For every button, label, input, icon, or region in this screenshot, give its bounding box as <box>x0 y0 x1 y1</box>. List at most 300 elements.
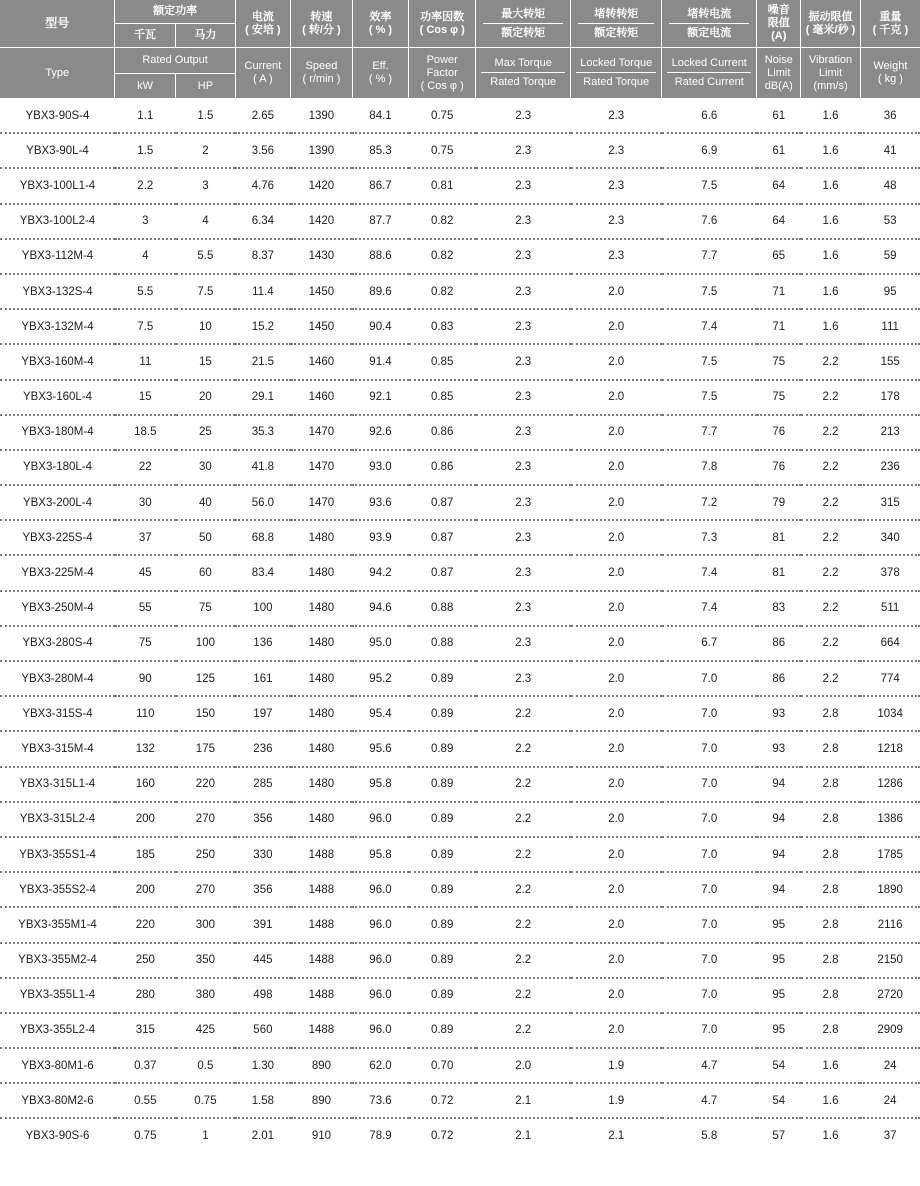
cell-efficiency: 94.2 <box>352 555 408 590</box>
cell-current: 56.0 <box>235 485 290 520</box>
cell-hp: 5.5 <box>176 239 236 274</box>
cell-weight: 2150 <box>860 943 920 978</box>
cell-weight: 1890 <box>860 872 920 907</box>
cell-vibration-limit: 2.2 <box>801 591 861 626</box>
cell-power-factor: 0.89 <box>409 837 476 872</box>
cell-current: 161 <box>235 661 290 696</box>
cell-vibration-limit: 2.2 <box>801 344 861 379</box>
table-row <box>0 802 920 837</box>
cell-efficiency: 96.0 <box>352 872 408 907</box>
table-row <box>0 274 920 309</box>
cell-noise-limit: 94 <box>757 767 801 802</box>
cell-power-factor: 0.86 <box>409 415 476 450</box>
cell-vibration-limit: 2.2 <box>801 485 861 520</box>
cell-type: YBX3-80M1-6 <box>0 1048 115 1083</box>
cell-max-torque-ratio: 2.3 <box>476 520 571 555</box>
cell-efficiency: 90.4 <box>352 309 408 344</box>
cell-type: YBX3-280M-4 <box>0 661 115 696</box>
cell-vibration-limit: 1.6 <box>801 239 861 274</box>
header-kw-en: kW <box>115 74 176 99</box>
table-row <box>0 168 920 203</box>
cell-current: 3.56 <box>235 133 290 168</box>
cell-type: YBX3-160L-4 <box>0 380 115 415</box>
cell-vibration-limit: 2.8 <box>801 978 861 1013</box>
cell-max-torque-ratio: 2.3 <box>476 204 571 239</box>
table-row <box>0 978 920 1013</box>
cell-noise-limit: 94 <box>757 872 801 907</box>
cell-locked-torque-ratio: 2.1 <box>608 1130 625 1143</box>
cell-power-factor: 0.89 <box>409 943 476 978</box>
cell-locked-torque-ratio: 2.0 <box>571 450 662 485</box>
cell-locked-torque-ratio: 2.0 <box>571 978 662 1013</box>
cell-kw: 90 <box>115 661 176 696</box>
table-row <box>0 661 920 696</box>
cell-hp: 1 <box>202 1130 209 1143</box>
cell-speed: 1470 <box>291 485 353 520</box>
cell-current: 391 <box>235 907 290 942</box>
cell-weight: 178 <box>860 380 920 415</box>
cell-locked-current-ratio: 6.6 <box>662 99 757 134</box>
cell-current: 100 <box>235 591 290 626</box>
cell-type: YBX3-132S-4 <box>0 274 115 309</box>
header-weight-cn: 重量 ( 千克 ) <box>860 0 920 48</box>
cell-hp: 220 <box>176 767 236 802</box>
cell-kw: 0.55 <box>115 1083 176 1118</box>
cell-hp: 270 <box>176 872 236 907</box>
cell-current: 356 <box>235 872 290 907</box>
cell-locked-torque-ratio: 1.9 <box>571 1048 662 1083</box>
cell-power-factor: 0.86 <box>409 450 476 485</box>
cell-max-torque-ratio: 2.3 <box>476 626 571 661</box>
table-row <box>0 415 920 450</box>
cell-locked-current-ratio: 7.7 <box>662 415 757 450</box>
table-row <box>0 1048 920 1083</box>
cell-weight: 53 <box>860 204 920 239</box>
header-rated-output-cn: 额定功率 <box>115 0 235 24</box>
cell-locked-torque-ratio: 2.0 <box>571 520 662 555</box>
cell-vibration-limit: 2.2 <box>801 661 861 696</box>
cell-speed: 890 <box>291 1083 353 1118</box>
cell-locked-torque-ratio: 1.9 <box>571 1083 662 1118</box>
cell-locked-current-ratio: 7.0 <box>662 661 757 696</box>
cell-vibration-limit: 2.2 <box>801 380 861 415</box>
cell-locked-torque-ratio: 2.0 <box>571 802 662 837</box>
cell-kw: 200 <box>115 872 176 907</box>
cell-efficiency: 96.0 <box>352 1013 408 1048</box>
cell-locked-current-ratio: 7.7 <box>662 239 757 274</box>
cell-locked-torque-ratio: 2.0 <box>571 1013 662 1048</box>
cell-noise-limit: 81 <box>757 520 801 555</box>
cell-kw: 250 <box>115 943 176 978</box>
cell-kw: 45 <box>115 555 176 590</box>
cell-efficiency: 95.8 <box>352 767 408 802</box>
cell-max-torque-ratio: 2.2 <box>476 907 571 942</box>
cell-weight: 1785 <box>860 837 920 872</box>
cell-speed: 1488 <box>291 978 353 1013</box>
cell-power-factor: 0.87 <box>409 520 476 555</box>
table-row <box>0 731 920 766</box>
cell-locked-torque-ratio: 2.3 <box>571 204 662 239</box>
table-header <box>0 0 920 99</box>
cell-hp: 3 <box>176 168 236 203</box>
cell-power-factor: 0.87 <box>409 555 476 590</box>
header-hp-en: HP <box>176 74 236 99</box>
cell-locked-current-ratio: 4.7 <box>662 1083 757 1118</box>
table-row <box>0 696 920 731</box>
cell-locked-torque-ratio: 2.0 <box>571 344 662 379</box>
cell-power-factor: 0.89 <box>409 802 476 837</box>
cell-locked-current-ratio: 7.4 <box>662 591 757 626</box>
cell-max-torque-ratio: 2.1 <box>476 1083 571 1118</box>
table-row <box>0 1013 920 1048</box>
cell-efficiency: 95.8 <box>352 837 408 872</box>
cell-locked-current-ratio: 7.0 <box>662 1013 757 1048</box>
header-hp-cn: 马力 <box>176 24 236 48</box>
cell-noise-limit: 57 <box>772 1130 786 1143</box>
cell-kw: 1.1 <box>115 99 176 134</box>
cell-type: YBX3-280S-4 <box>0 626 115 661</box>
header-speed-cn: 转速 ( 转/分 ) <box>291 0 353 48</box>
cell-speed: 1390 <box>291 99 353 134</box>
header-lockedtorque-en: Locked Torque Rated Torque <box>571 48 662 99</box>
cell-max-torque-ratio: 2.2 <box>476 802 571 837</box>
cell-hp: 7.5 <box>176 274 236 309</box>
cell-noise-limit: 76 <box>757 415 801 450</box>
header-current-cn: 电流 ( 安培 ) <box>235 0 290 48</box>
cell-efficiency: 95.6 <box>352 731 408 766</box>
cell-weight: 41 <box>860 133 920 168</box>
cell-current: 2.01 <box>251 1130 275 1143</box>
cell-max-torque-ratio: 2.3 <box>476 555 571 590</box>
cell-efficiency: 93.6 <box>352 485 408 520</box>
cell-current: 356 <box>235 802 290 837</box>
cell-efficiency: 88.6 <box>352 239 408 274</box>
cell-locked-current-ratio: 7.4 <box>662 309 757 344</box>
cell-max-torque-ratio: 2.2 <box>476 943 571 978</box>
cell-power-factor: 0.89 <box>409 978 476 1013</box>
cell-kw: 18.5 <box>115 415 176 450</box>
table-row <box>0 767 920 802</box>
cell-hp: 350 <box>176 943 236 978</box>
table-row <box>0 485 920 520</box>
cell-hp: 20 <box>176 380 236 415</box>
cell-max-torque-ratio: 2.2 <box>476 696 571 731</box>
cell-max-torque-ratio: 2.1 <box>515 1130 532 1143</box>
cell-vibration-limit: 1.6 <box>801 168 861 203</box>
cell-efficiency: 86.7 <box>352 168 408 203</box>
cell-max-torque-ratio: 2.2 <box>476 767 571 802</box>
cell-locked-torque-ratio: 2.0 <box>571 661 662 696</box>
cell-speed: 1450 <box>291 309 353 344</box>
cell-power-factor: 0.89 <box>409 731 476 766</box>
cell-efficiency: 89.6 <box>352 274 408 309</box>
cell-noise-limit: 71 <box>757 309 801 344</box>
cell-locked-torque-ratio: 2.0 <box>571 872 662 907</box>
cell-hp: 1.5 <box>176 99 236 134</box>
cell-noise-limit: 54 <box>757 1083 801 1118</box>
cell-power-factor: 0.81 <box>409 168 476 203</box>
cell-vibration-limit: 1.6 <box>801 1048 861 1083</box>
cell-efficiency: 62.0 <box>352 1048 408 1083</box>
cell-power-factor: 0.89 <box>409 872 476 907</box>
cell-efficiency: 92.6 <box>352 415 408 450</box>
cell-locked-torque-ratio: 2.3 <box>571 99 662 134</box>
cell-hp: 175 <box>176 731 236 766</box>
cell-vibration-limit: 2.8 <box>801 872 861 907</box>
cell-weight: 36 <box>860 99 920 134</box>
cell-weight: 111 <box>860 309 920 344</box>
cell-current: 498 <box>235 978 290 1013</box>
cell-current: 15.2 <box>235 309 290 344</box>
cell-speed: 1450 <box>291 274 353 309</box>
cell-current: 2.65 <box>235 99 290 134</box>
cell-power-factor: 0.70 <box>409 1048 476 1083</box>
cell-efficiency: 91.4 <box>352 344 408 379</box>
cell-power-factor: 0.72 <box>409 1083 476 1118</box>
cell-power-factor: 0.82 <box>409 274 476 309</box>
cell-efficiency: 84.1 <box>352 99 408 134</box>
table-body <box>0 99 920 1153</box>
cell-vibration-limit: 2.8 <box>801 1013 861 1048</box>
cell-locked-current-ratio: 7.0 <box>662 767 757 802</box>
cell-efficiency: 92.1 <box>352 380 408 415</box>
cell-noise-limit: 95 <box>757 978 801 1013</box>
cell-kw: 0.75 <box>134 1130 157 1143</box>
cell-type: YBX3-180L-4 <box>0 450 115 485</box>
cell-speed: 1488 <box>291 872 353 907</box>
cell-noise-limit: 75 <box>757 380 801 415</box>
cell-type: YBX3-315S-4 <box>0 696 115 731</box>
cell-current: 6.34 <box>235 204 290 239</box>
cell-type: YBX3-355S2-4 <box>0 872 115 907</box>
cell-power-factor: 0.83 <box>409 309 476 344</box>
table-row <box>0 591 920 626</box>
header-lockedcurrent-en: Locked Current Rated Current <box>662 48 757 99</box>
header-speed-en: Speed ( r/min ) <box>291 48 353 99</box>
cell-weight: 95 <box>860 274 920 309</box>
cell-kw: 110 <box>115 696 176 731</box>
cell-weight: 24 <box>860 1048 920 1083</box>
cell-noise-limit: 86 <box>757 661 801 696</box>
cell-locked-torque-ratio: 2.0 <box>571 485 662 520</box>
cell-speed: 1480 <box>291 555 353 590</box>
header-vibration-en: Vibration Limit (mm/s) <box>801 48 861 99</box>
cell-type: YBX3-90S-4 <box>0 99 115 134</box>
cell-power-factor: 0.88 <box>409 591 476 626</box>
cell-speed: 1480 <box>291 626 353 661</box>
cell-hp: 425 <box>176 1013 236 1048</box>
cell-noise-limit: 94 <box>757 837 801 872</box>
cell-locked-current-ratio: 7.2 <box>662 485 757 520</box>
cell-max-torque-ratio: 2.3 <box>476 168 571 203</box>
header-noise-cn: 噪音 限值 (A) <box>757 0 801 48</box>
cell-efficiency: 93.9 <box>352 520 408 555</box>
table-row <box>0 626 920 661</box>
cell-hp: 125 <box>176 661 236 696</box>
cell-noise-limit: 93 <box>757 696 801 731</box>
cell-speed: 1470 <box>291 415 353 450</box>
cell-vibration-limit: 2.8 <box>801 802 861 837</box>
cell-max-torque-ratio: 2.3 <box>476 415 571 450</box>
cell-weight: 2116 <box>860 907 920 942</box>
cell-speed: 1488 <box>291 943 353 978</box>
cell-weight: 48 <box>860 168 920 203</box>
cell-speed: 1420 <box>291 168 353 203</box>
cell-current: 41.8 <box>235 450 290 485</box>
cell-speed: 1480 <box>291 591 353 626</box>
cell-type: YBX3-355L2-4 <box>0 1013 115 1048</box>
cell-locked-current-ratio: 7.5 <box>662 380 757 415</box>
cell-type: YBX3-225M-4 <box>0 555 115 590</box>
cell-power-factor: 0.75 <box>409 99 476 134</box>
cell-kw: 132 <box>115 731 176 766</box>
cell-weight: 774 <box>860 661 920 696</box>
cell-noise-limit: 95 <box>757 907 801 942</box>
cell-noise-limit: 54 <box>757 1048 801 1083</box>
cell-speed: 1480 <box>291 731 353 766</box>
cell-locked-current-ratio: 7.5 <box>662 168 757 203</box>
cell-type: YBX3-160M-4 <box>0 344 115 379</box>
cell-max-torque-ratio: 2.3 <box>476 344 571 379</box>
cell-locked-current-ratio: 7.5 <box>662 344 757 379</box>
cell-vibration-limit: 1.6 <box>801 309 861 344</box>
cell-noise-limit: 61 <box>757 99 801 134</box>
cell-locked-torque-ratio: 2.0 <box>571 907 662 942</box>
cell-efficiency: 95.4 <box>352 696 408 731</box>
cell-efficiency: 95.2 <box>352 661 408 696</box>
cell-hp: 25 <box>176 415 236 450</box>
cell-vibration-limit: 2.8 <box>801 696 861 731</box>
cell-kw: 75 <box>115 626 176 661</box>
table-row <box>0 555 920 590</box>
cell-vibration-limit: 2.2 <box>801 415 861 450</box>
cell-current: 29.1 <box>235 380 290 415</box>
header-lockedcurrent-cn: 堵转电流 额定电流 <box>662 0 757 48</box>
header-kw-cn: 千瓦 <box>115 24 176 48</box>
table-row <box>0 344 920 379</box>
cell-locked-current-ratio: 7.8 <box>662 450 757 485</box>
cell-speed: 910 <box>311 1130 332 1143</box>
header-noise-en: Noise Limit dB(A) <box>757 48 801 99</box>
header-lockedtorque-cn: 堵转转矩 额定转矩 <box>571 0 662 48</box>
cell-hp: 100 <box>176 626 236 661</box>
header-maxtorque-cn: 最大转矩 额定转矩 <box>476 0 571 48</box>
cell-current: 35.3 <box>235 415 290 450</box>
cell-locked-torque-ratio: 2.0 <box>571 837 662 872</box>
cell-hp: 0.75 <box>176 1083 236 1118</box>
cell-max-torque-ratio: 2.3 <box>476 380 571 415</box>
cell-hp: 50 <box>176 520 236 555</box>
cell-power-factor: 0.88 <box>409 626 476 661</box>
cell-efficiency: 73.6 <box>352 1083 408 1118</box>
cell-hp: 10 <box>176 309 236 344</box>
cell-noise-limit: 71 <box>757 274 801 309</box>
cell-type: YBX3-315L2-4 <box>0 802 115 837</box>
cell-locked-torque-ratio: 2.0 <box>571 731 662 766</box>
cell-locked-current-ratio: 6.7 <box>662 626 757 661</box>
cell-efficiency: 87.7 <box>352 204 408 239</box>
cell-max-torque-ratio: 2.3 <box>476 239 571 274</box>
cell-weight: 2909 <box>860 1013 920 1048</box>
table-row <box>0 943 920 978</box>
cell-type: YBX3-80M2-6 <box>0 1083 115 1118</box>
cell-noise-limit: 93 <box>757 731 801 766</box>
cell-max-torque-ratio: 2.2 <box>476 872 571 907</box>
cell-hp: 60 <box>176 555 236 590</box>
cell-kw: 1.5 <box>115 133 176 168</box>
table-row <box>0 133 920 168</box>
cell-current: 1.58 <box>235 1083 290 1118</box>
table-row <box>0 309 920 344</box>
cell-current: 330 <box>235 837 290 872</box>
cell-kw: 160 <box>115 767 176 802</box>
cell-locked-current-ratio: 7.0 <box>662 872 757 907</box>
cell-locked-current-ratio: 7.3 <box>662 520 757 555</box>
cell-locked-current-ratio: 7.0 <box>662 978 757 1013</box>
cell-noise-limit: 95 <box>757 1013 801 1048</box>
cell-current: 1.30 <box>235 1048 290 1083</box>
cell-hp: 4 <box>176 204 236 239</box>
cell-max-torque-ratio: 2.2 <box>476 837 571 872</box>
cell-speed: 1420 <box>291 204 353 239</box>
header-type-cn: 型号 <box>0 0 115 48</box>
cell-speed: 1430 <box>291 239 353 274</box>
cell-power-factor: 0.89 <box>409 907 476 942</box>
cell-noise-limit: 95 <box>757 943 801 978</box>
cell-speed: 1480 <box>291 661 353 696</box>
cell-kw: 200 <box>115 802 176 837</box>
cell-locked-current-ratio: 7.0 <box>662 907 757 942</box>
cell-hp: 150 <box>176 696 236 731</box>
cell-max-torque-ratio: 2.3 <box>476 591 571 626</box>
cell-type: YBX3-355S1-4 <box>0 837 115 872</box>
cell-speed: 1460 <box>291 380 353 415</box>
cell-weight: 213 <box>860 415 920 450</box>
cell-noise-limit: 79 <box>757 485 801 520</box>
cell-max-torque-ratio: 2.2 <box>476 1013 571 1048</box>
cell-power-factor: 0.75 <box>409 133 476 168</box>
cell-efficiency: 96.0 <box>352 802 408 837</box>
cell-locked-torque-ratio: 2.0 <box>571 591 662 626</box>
cell-type: YBX3-180M-4 <box>0 415 115 450</box>
cell-weight: 664 <box>860 626 920 661</box>
cell-power-factor: 0.85 <box>409 380 476 415</box>
cell-hp: 270 <box>176 802 236 837</box>
cell-kw: 5.5 <box>115 274 176 309</box>
cell-weight: 155 <box>860 344 920 379</box>
header-pf-cn: 功率因数 ( Cos φ ) <box>409 0 476 48</box>
cell-speed: 1480 <box>291 767 353 802</box>
cell-locked-current-ratio: 4.7 <box>662 1048 757 1083</box>
cell-locked-torque-ratio: 2.3 <box>571 133 662 168</box>
cell-kw: 2.2 <box>115 168 176 203</box>
cell-locked-current-ratio: 7.0 <box>662 802 757 837</box>
cell-current: 197 <box>235 696 290 731</box>
cell-locked-torque-ratio: 2.0 <box>571 555 662 590</box>
header-vibration-cn: 振动限值 ( 毫米/秒 ) <box>801 0 861 48</box>
cell-max-torque-ratio: 2.3 <box>476 309 571 344</box>
table-row <box>0 1083 920 1118</box>
table-row <box>0 450 920 485</box>
cell-kw: 22 <box>115 450 176 485</box>
cell-locked-torque-ratio: 2.0 <box>571 309 662 344</box>
cell-vibration-limit: 1.6 <box>822 1130 839 1143</box>
cell-weight: 511 <box>860 591 920 626</box>
cell-efficiency: 95.0 <box>352 626 408 661</box>
cell-hp: 380 <box>176 978 236 1013</box>
cell-current: 4.76 <box>235 168 290 203</box>
header-eff-en: Eff. ( % ) <box>352 48 408 99</box>
